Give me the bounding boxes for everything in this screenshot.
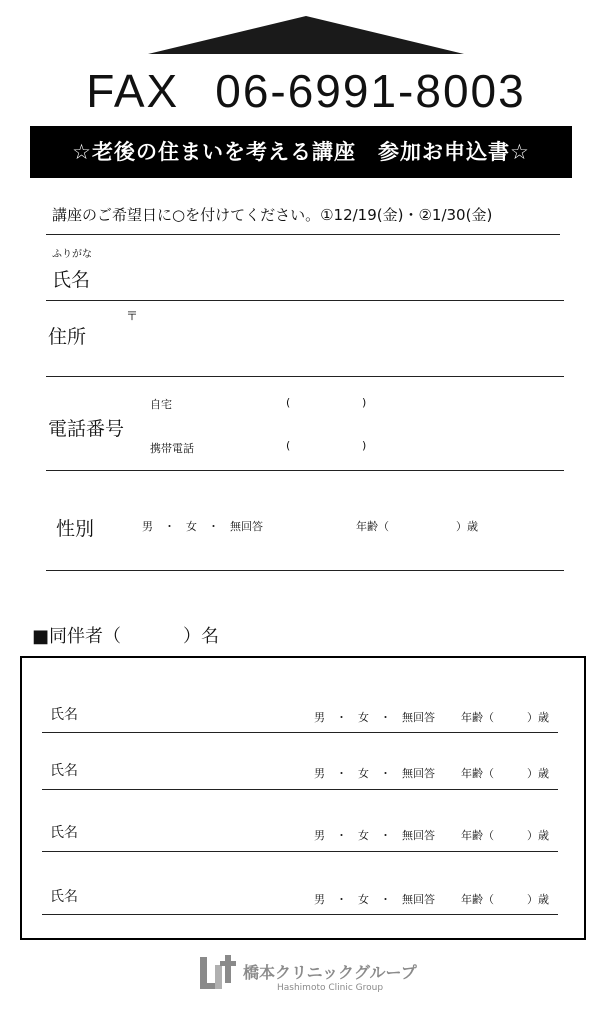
- divider: [42, 914, 558, 915]
- clinic-logo-sub: Hashimoto Clinic Group: [277, 983, 384, 993]
- address-label: 住所: [48, 326, 87, 348]
- home-phone-label: 自宅: [150, 398, 172, 411]
- paren-open: (: [286, 396, 291, 409]
- companion-name-field[interactable]: [90, 816, 300, 844]
- fax-label: FAX: [86, 65, 180, 117]
- age-open: 年齢（: [356, 520, 389, 533]
- companion-gender-options[interactable]: 男 ・ 女 ・ 無回答: [314, 767, 435, 780]
- name-label: 氏名: [52, 269, 91, 291]
- divider: [46, 300, 564, 301]
- postal-mark: 〒: [126, 309, 139, 323]
- companion-name-label: 氏名: [50, 707, 78, 723]
- divider: [46, 570, 564, 571]
- name-field[interactable]: [110, 250, 550, 294]
- gender-label: 性別: [56, 518, 95, 540]
- companion-gender-options[interactable]: 男 ・ 女 ・ 無回答: [314, 711, 435, 724]
- divider: [46, 376, 564, 377]
- companion-age-close: ）歳: [527, 767, 549, 780]
- companion-name-field[interactable]: [90, 880, 300, 908]
- companion-age-close: ）歳: [527, 893, 549, 906]
- companion-gender-options[interactable]: 男 ・ 女 ・ 無回答: [314, 829, 435, 842]
- fax-number-heading: [0, 64, 612, 118]
- companion-age-open: 年齢（: [461, 829, 494, 842]
- clinic-logo-name: 橋本クリニックグループ: [243, 963, 417, 982]
- gender-options[interactable]: 男 ・ 女 ・ 無回答: [142, 520, 263, 533]
- companion-age-open: 年齢（: [461, 893, 494, 906]
- paren-open: (: [286, 439, 291, 452]
- companions-prefix: ■同伴者（: [32, 626, 122, 647]
- address-field[interactable]: [110, 304, 560, 372]
- mobile-phone-field[interactable]: [200, 432, 550, 456]
- furigana-label: ふりがな: [52, 249, 92, 260]
- companion-count-field[interactable]: [124, 620, 184, 646]
- age-close: ）歳: [456, 520, 478, 533]
- phone-label: 電話番号: [48, 418, 125, 440]
- paren-close: ): [362, 439, 367, 452]
- companion-age-open: 年齢（: [461, 711, 494, 724]
- companion-age-close: ）歳: [527, 829, 549, 842]
- companion-age-open: 年齢（: [461, 767, 494, 780]
- clinic-logo-icon: [198, 955, 238, 995]
- divider: [42, 732, 558, 733]
- companion-age-close: ）歳: [527, 711, 549, 724]
- companion-name-label: 氏名: [50, 763, 78, 779]
- roof-triangle: [0, 0, 612, 60]
- fax-number: 06-6991-8003: [215, 65, 526, 117]
- companion-name-label: 氏名: [50, 825, 78, 841]
- divider: [46, 234, 560, 235]
- companion-gender-options[interactable]: 男 ・ 女 ・ 無回答: [314, 893, 435, 906]
- companion-name-field[interactable]: [90, 754, 300, 782]
- home-phone-field[interactable]: [200, 390, 550, 414]
- companion-name-field[interactable]: [90, 698, 300, 726]
- paren-close: ): [362, 396, 367, 409]
- divider: [42, 851, 558, 852]
- companion-name-label: 氏名: [50, 889, 78, 905]
- banner-title: ☆老後の住まいを考える講座 参加お申込書☆: [30, 126, 572, 178]
- divider: [42, 789, 558, 790]
- divider: [46, 470, 564, 471]
- companions-suffix: ）名: [183, 626, 220, 647]
- mobile-phone-label: 携帯電話: [150, 442, 194, 455]
- date-instruction: 講座のご希望日に○を付けてください。①12/19(金)・②1/30(金): [52, 206, 493, 224]
- age-field[interactable]: [394, 512, 452, 534]
